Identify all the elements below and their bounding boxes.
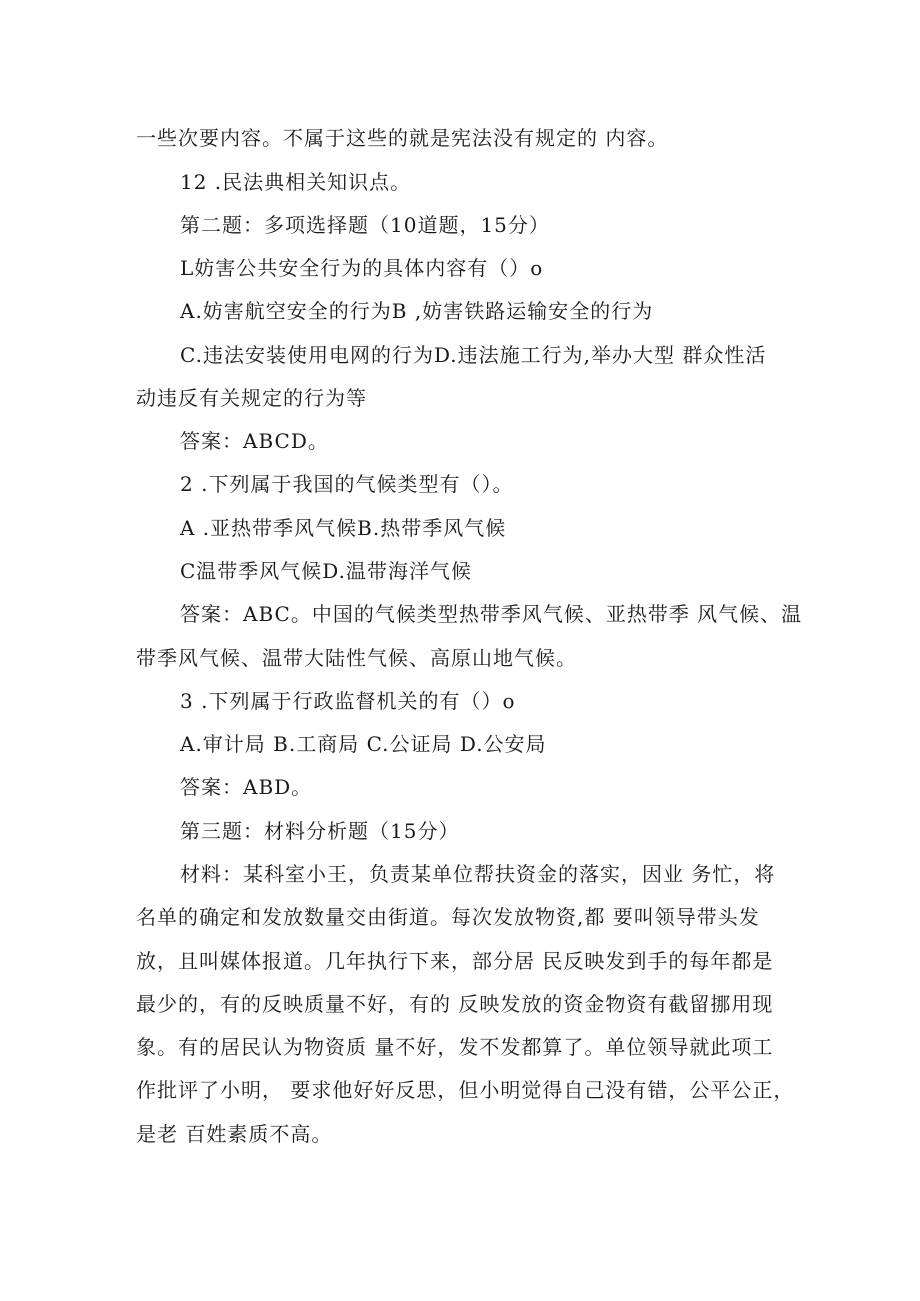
options-text: A.审计局 B.工商局 C.公证局 D.公安局 — [180, 732, 547, 756]
options-text: C温带季风气候D.温带海洋气候 — [180, 559, 472, 583]
material-text: 是老 百姓素质不高。 — [136, 1122, 333, 1146]
answer-text: 答案：ABD。 — [180, 775, 313, 799]
section-heading: 第三题：材料分析题（15分） — [180, 819, 460, 843]
text-line: 12 .民法典相关知识点。 — [180, 170, 412, 194]
material-text: 作批评了小明， 要求他好好反思，但小明觉得自己没有错，公平公正， — [136, 1078, 795, 1102]
material-text: 最少的，有的反映质量不好，有的 反映发放的资金物资有截留挪用现 — [136, 992, 774, 1016]
options-text: A .亚热带季风气候B.热带季风气候 — [180, 516, 507, 540]
answer-text: 答案：ABC。中国的气候类型热带季风气候、亚热带季 风气候、温 — [180, 602, 803, 626]
options-text: A.妨害航空安全的行为B ,妨害铁路运输安全的行为 — [180, 299, 654, 323]
material-text: 名单的确定和发放数量交由街道。每次发放物资,都 要叫领导带头发 — [136, 905, 760, 929]
material-text: 材料：某科室小王，负责某单位帮扶资金的落实，因业 务忙，将 — [180, 862, 776, 886]
answer-text: 答案：ABCD。 — [180, 429, 329, 453]
options-text: 动违反有关规定的行为等 — [136, 386, 367, 410]
question-text: 3 .下列属于行政监督机关的有（）o — [180, 689, 516, 713]
answer-text: 带季风气候、温带大陆性气候、高原山地气候。 — [136, 646, 577, 670]
material-text: 象。有的居民认为物资质 量不好，发不发都算了。单位领导就此项工 — [136, 1035, 774, 1059]
text-line: 一些次要内容。不属于这些的就是宪法没有规定的 内容。 — [136, 126, 669, 150]
question-text: 2 .下列属于我国的气候类型有（）。 — [180, 472, 514, 496]
question-text: L妨害公共安全行为的具体内容有（）o — [180, 256, 544, 280]
material-text: 放，且叫媒体报道。几年执行下来，部分居 民反映发到手的每年都是 — [136, 949, 774, 973]
section-heading: 第二题：多项选择题（10道题，15分） — [180, 213, 550, 237]
options-text: C.违法安装使用电网的行为D.违法施工行为,举办大型 群众性活 — [180, 343, 767, 367]
